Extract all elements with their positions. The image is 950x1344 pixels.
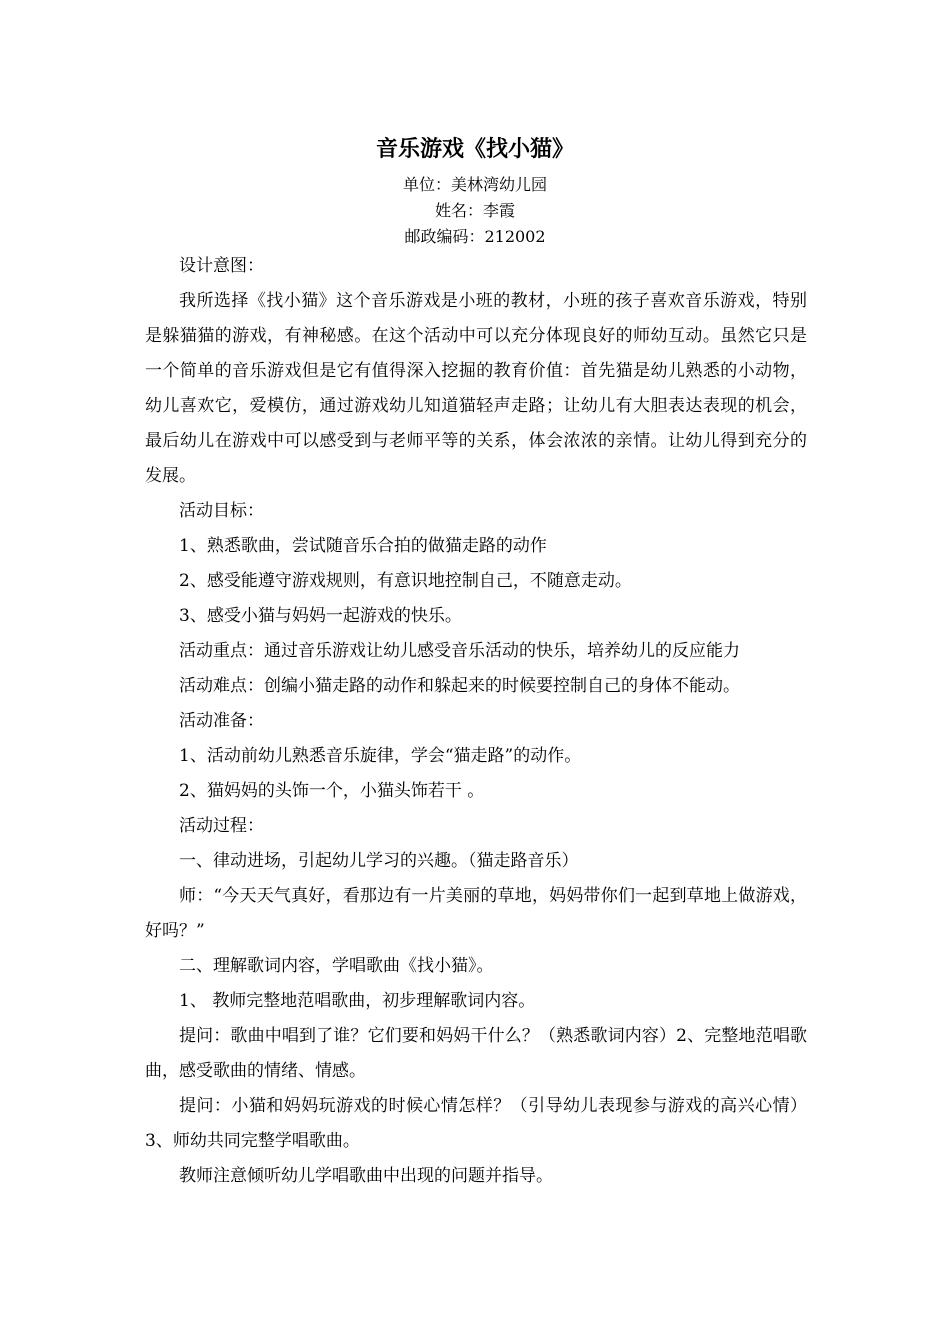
goal-item: 2、感受能遵守游戏规则，有意识地控制自己，不随意走动。 xyxy=(179,571,632,591)
preparation-item: 1、活动前幼儿熟悉音乐旋律，学会“猫走路”的动作。 xyxy=(179,746,582,766)
section-heading-preparation: 活动准备： xyxy=(179,711,264,731)
design-intent-paragraph: 我所选择《找小猫》这个音乐游戏是小班的教材，小班的孩子喜欢音乐游戏，特别是躲猫猫的游戏，有神秘感。在这个活动中可以充分体现良好的师幼互动。虽然它只是一个简单的音乐游戏但是它有值得深入挖掘的教育价值：首先猫是幼儿熟悉的小动物，幼儿喜欢它，爱模仿，通过游戏幼儿知道猫轻声走路；让幼儿有大胆表达表现的机会，最后幼儿在游戏中可以感受到与老师平等的关系，体会浓浓的亲情。让幼儿得到充分的发展。 xyxy=(145,291,807,486)
document-title: 音乐游戏《找小猫》 xyxy=(375,137,574,162)
goal-item: 1、熟悉歌曲，尝试随音乐合拍的做猫走路的动作 xyxy=(179,536,547,556)
process-step: 一、律动进场，引起幼儿学习的兴趣。（猫走路音乐） xyxy=(179,851,579,871)
document-body xyxy=(145,249,807,1194)
preparation-item: 2、猫妈妈的头饰一个，小猫头饰若干 。 xyxy=(179,781,485,801)
process-step: 二、理解歌词内容，学唱歌曲《找小猫》。 xyxy=(179,956,494,976)
section-heading-design-intent: 设计意图： xyxy=(179,256,264,276)
teacher-note: 教师注意倾听幼儿学唱歌曲中出现的问题并指导。 xyxy=(179,1166,553,1186)
question-paragraph: 提问：小猫和妈妈玩游戏的时候心情怎样？（引导幼儿表现参与游戏的高兴心情）3、师幼共同完整学唱歌曲。 xyxy=(145,1096,807,1151)
section-heading-goals: 活动目标： xyxy=(179,501,264,521)
author-unit: 单位：美林湾幼儿园 xyxy=(402,175,547,194)
key-point: 活动重点：通过音乐游戏让幼儿感受音乐活动的快乐，培养幼儿的反应能力 xyxy=(179,641,740,661)
teacher-quote: 师：“今天天气真好，看那边有一片美丽的草地，妈妈带你们一起到草地上做游戏，好吗？” xyxy=(145,886,807,941)
author-name: 姓名：李霞 xyxy=(434,201,515,220)
section-heading-process: 活动过程： xyxy=(179,816,264,836)
question-paragraph: 提问：歌曲中唱到了谁？它们要和妈妈干什么？（熟悉歌词内容）2、完整地范唱歌曲，感受歌曲的情绪、情感。 xyxy=(145,1026,807,1081)
postal-code: 邮政编码：212002 xyxy=(404,227,546,246)
process-substep: 1、 教师完整地范唱歌曲，初步理解歌词内容。 xyxy=(179,991,536,1011)
difficult-point: 活动难点：创编小猫走路的动作和躲起来的时候要控制自己的身体不能动。 xyxy=(179,676,740,696)
goal-item: 3、感受小猫与妈妈一起游戏的快乐。 xyxy=(179,606,462,626)
